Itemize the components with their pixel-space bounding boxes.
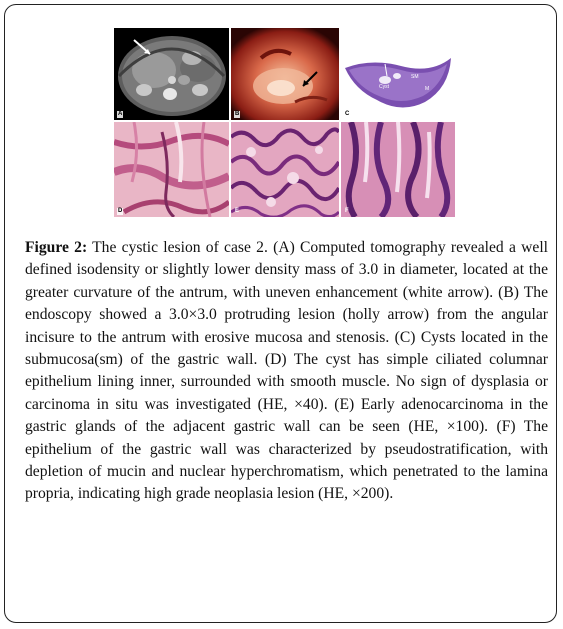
- gross-annotation-m: M: [425, 86, 430, 92]
- gross-section-drawing: [341, 28, 455, 120]
- figure-caption: [25, 237, 548, 506]
- endoscopy-drawing: [231, 28, 339, 120]
- histology-mid-drawing: [231, 122, 339, 217]
- ct-scan-drawing: [114, 28, 229, 120]
- panel-he-high-image: [341, 122, 455, 217]
- panel-gross-image: [341, 28, 455, 120]
- panel-endoscopy-image: [231, 28, 339, 120]
- histology-low-drawing: [114, 122, 229, 217]
- panel-he-mid-image: [231, 122, 339, 217]
- histology-high-drawing: [341, 122, 455, 217]
- panel-label: C: [345, 111, 350, 117]
- caption-label: Figure 2:: [25, 239, 88, 256]
- panel-label: A: [118, 111, 123, 117]
- panel-label: E: [235, 208, 240, 214]
- gross-annotation-sm: SM: [411, 74, 419, 80]
- panel-label: F: [345, 208, 349, 214]
- caption-text: The cystic lesion of case 2. (A) Computed tomography revealed a well defined isodensity or slightly lower density mass of 3.0 in diameter, located at the greater curvature of the antrum, with uneven enhancement (white arrow). (B) The endoscopy showed a 3.0×3.0 protruding lesion (holly arrow) from the angular incisure to the antrum with erosive mucosa and stenosis. (C) Cysts located in the submucosa(sm) of the gastric wall. (D) The cyst has simple ciliated columnar epithelium lining inner, surrounded with smooth muscle. No sign of dysplasia or carcinoma in situ was investigated (HE, ×40). (E) Early adenocarcinoma in the gastric glands of the adjacent gastric wall can be seen (HE, ×100). (F) The epithelium of the gastric wall was characterized by pseudostratification, with depletion of mucin and nuclear hyperchromatism, which penetrated to the lamina propria, indicating high grade neoplasia lesion (HE, ×200).: [25, 239, 548, 503]
- panel-label: D: [118, 208, 123, 214]
- panel-he-low-image: [114, 122, 229, 217]
- gross-annotation-cyst: Cyst: [379, 84, 389, 90]
- panel-ct-image: [114, 28, 229, 120]
- panel-label: B: [235, 111, 240, 117]
